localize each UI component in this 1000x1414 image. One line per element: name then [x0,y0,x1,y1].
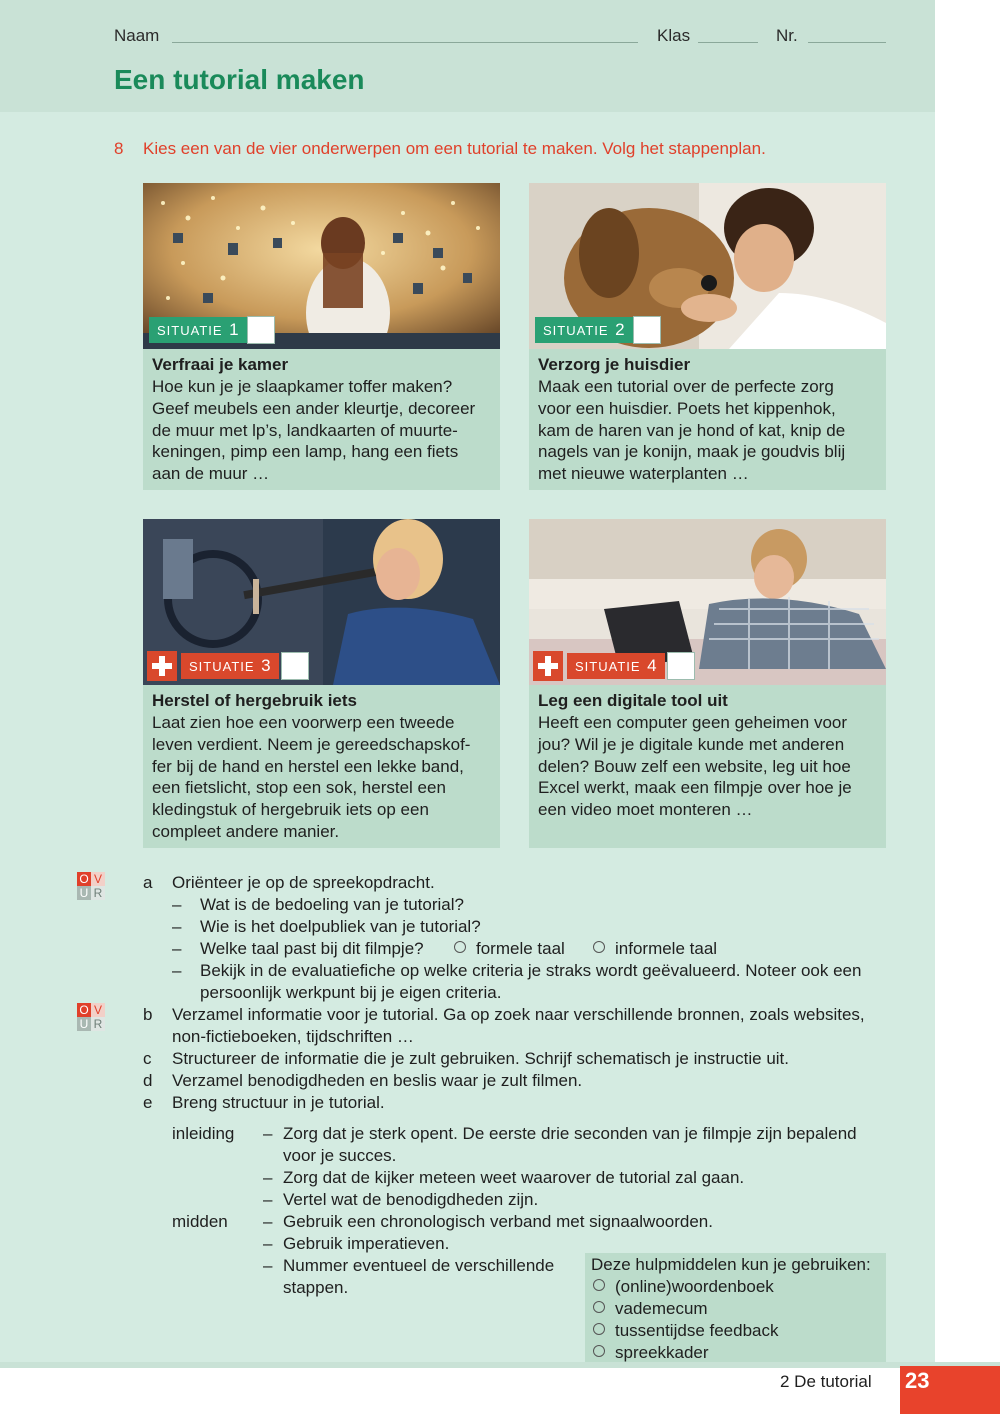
situation-tag-3 [181,653,279,679]
radio-circle-icon[interactable] [593,1279,605,1291]
card-body-line: nagels van je konijn, maak je goudvis blij [538,442,846,462]
nr-field[interactable] [808,42,886,43]
page-title: Een tutorial maken [114,64,365,95]
card-body-line: een fietslicht, stop een sok, herstel een [152,778,446,798]
help-item-label: (online)woordenboek [615,1277,774,1296]
plus-icon [147,651,177,681]
dash-icon: – [172,939,182,958]
name-field[interactable] [172,42,638,43]
ovur-icon [77,1003,105,1031]
step-b-text-cont: non-fictieboeken, tijdschriften … [172,1027,414,1046]
card-body-line: Excel werkt, maak een filmpje over hoe je [538,778,852,798]
ovur-v: V [91,1003,105,1017]
situation-card-3 [143,519,500,848]
situation-card-4 [529,519,886,848]
name-label: Naam [114,26,160,45]
situation-tag-number: 2 [615,320,625,339]
class-field[interactable] [698,42,758,43]
middle-item-3: Nummer eventueel de verschillende [283,1256,555,1275]
card-title: Verzorg je huisdier [538,355,691,374]
help-item-label: vademecum [615,1299,708,1318]
task-text: Kies een van de vier onderwerpen om een tutorial te maken. Volg het stappenplan. [143,139,766,158]
dash-icon: – [172,895,182,914]
situation-tag-number: 3 [261,656,271,675]
option-label: informele taal [615,939,718,958]
situation-tag-2 [535,317,633,343]
situation-tag-4 [567,653,665,679]
radio-circle-icon[interactable] [593,1323,605,1335]
situation-tag-label: SITUATIE [543,323,609,338]
card-title: Verfraai je kamer [152,355,289,374]
dash-icon: – [263,1212,273,1231]
card-body-line: kledingstuk of hergebruik iets op een [152,800,429,820]
card-body [152,712,470,843]
help-item-label: spreekkader [615,1343,709,1362]
card-body-line: Hoe kun je je slaapkamer toffer maken? [152,377,453,396]
step-d-text: Verzamel benodigdheden en beslis waar je zult filmen. [172,1071,583,1090]
card-body-line: delen? Bouw zelf een website, leg uit hoe [538,756,851,776]
intro-item-2: Zorg dat de kijker meteen weet waarover de tutorial zal gaan. [283,1168,745,1187]
step-a-letter: a [143,873,153,892]
dash-icon: – [172,917,182,936]
dash-icon: – [263,1256,273,1275]
radio-circle-icon[interactable] [593,1345,605,1357]
ovur-o: O [77,1003,91,1017]
help-item-4[interactable] [593,1343,709,1363]
footer-strip [0,1362,1000,1368]
ovur-icon [77,872,105,900]
step-e-letter: e [143,1093,153,1112]
task-number: 8 [114,139,124,158]
option-label: formele taal [476,939,565,958]
dash-icon: – [263,1124,273,1143]
card-body-line: fer bij de hand en herstel een lekke band, [152,756,464,776]
card-body-line: Maak een tutorial over de perfecte zorg [538,377,834,396]
situation-1-checkbox[interactable] [247,316,275,344]
dash-icon: – [263,1234,273,1253]
step-a-sub-2: Wie is het doelpubliek van je tutorial? [200,917,481,936]
middle-label: midden [172,1212,228,1231]
situation-card-2 [529,183,886,490]
step-a-sub-1: Wat is de bedoeling van je tutorial? [200,895,464,914]
intro-item-1: Zorg dat je sterk opent. De eerste drie seconden van je filmpje zijn bepalend [283,1124,857,1143]
step-a-sub-4: Bekijk in de evaluatiefiche op welke criteria je straks wordt geëvalueerd. Noteer ook een [200,961,862,980]
situation-2-checkbox[interactable] [633,316,661,344]
situation-tag-1 [149,317,247,343]
card-body-line: Laat zien hoe een voorwerp een tweede [152,713,455,732]
card-body-line: leven verdient. Neem je gereedschapskof- [152,734,471,754]
situation-3-checkbox[interactable] [281,652,309,680]
help-item-2[interactable] [593,1299,708,1319]
step-a-sub-4-cont: persoonlijk werkpunt bij je eigen criteria. [200,983,502,1002]
card-body-line: voor een huisdier. Poets het kippenhok, [538,398,836,418]
situation-tag-number: 1 [229,320,239,339]
dash-icon: – [263,1190,273,1209]
dash-icon: – [172,961,182,980]
ovur-r: R [91,1017,105,1031]
situation-card-1 [143,183,500,490]
step-d-letter: d [143,1071,153,1090]
step-c-letter: c [143,1049,152,1068]
class-label: Klas [657,26,691,45]
ovur-v: V [91,872,105,886]
intro-item-3: Vertel wat de benodigdheden zijn. [283,1190,539,1209]
radio-circle-icon[interactable] [593,1301,605,1313]
ovur-r: R [91,886,105,900]
option-informal[interactable] [593,939,717,959]
card-body-line: de muur met lp’s, landkaarten of muurte- [152,420,458,440]
situation-4-checkbox[interactable] [667,652,695,680]
step-e-text: Breng structuur in je tutorial. [172,1093,385,1112]
plus-icon [533,651,563,681]
intro-item-1-cont: voor je succes. [283,1146,397,1165]
page-number: 23 [900,1366,1000,1414]
help-title: Deze hulpmiddelen kun je gebruiken: [591,1255,871,1274]
step-a-text: Oriënteer je op de spreekopdracht. [172,873,435,892]
card-body-line: compleet andere manier. [152,821,340,841]
name-row [114,26,886,48]
situation-tag-label: SITUATIE [189,659,255,674]
card-body-line: een video moet monteren … [538,800,753,820]
step-b-letter: b [143,1005,153,1024]
option-formal[interactable] [454,939,565,959]
situation-tag-label: SITUATIE [157,323,223,338]
card-body-line: jou? Wil je je digitale kunde met anderen [538,734,845,754]
card-title: Herstel of hergebruik iets [152,691,358,710]
chapter-footer: 2 De tutorial [780,1372,872,1391]
card-title: Leg een digitale tool uit [538,691,728,710]
card-body [538,712,852,821]
card-body-line: Geef meubels een ander kleurtje, decoreer [152,398,476,418]
step-a-sub-3: Welke taal past bij dit filmpje? [200,939,424,958]
help-item-1[interactable] [593,1277,774,1297]
help-item-label: tussentijdse feedback [615,1321,779,1340]
card-body [538,376,845,485]
card-body-line: kam de haren van je hond of kat, knip de [538,420,846,440]
card-body-line: aan de muur … [152,464,270,484]
card-body [152,376,475,485]
intro-label: inleiding [172,1124,235,1143]
middle-item-3-cont: stappen. [283,1278,349,1297]
middle-item-1: Gebruik een chronologisch verband met signaalwoorden. [283,1212,713,1231]
situation-tag-label: SITUATIE [575,659,641,674]
radio-circle-icon[interactable] [593,941,605,953]
nr-label: Nr. [776,26,798,45]
card-body-line: Heeft een computer geen geheimen voor [538,713,848,732]
ovur-u: U [77,1017,91,1031]
ovur-u: U [77,886,91,900]
card-body-line: keningen, pimp een lamp, hang een fiets [152,442,459,462]
radio-circle-icon[interactable] [454,941,466,953]
help-item-3[interactable] [593,1321,779,1341]
dash-icon: – [263,1168,273,1187]
step-b-text: Verzamel informatie voor je tutorial. Ga op zoek naar verschillende bronnen, zoals websites, [172,1005,865,1024]
situation-tag-number: 4 [647,656,657,675]
middle-item-2: Gebruik imperatieven. [283,1234,450,1253]
ovur-o: O [77,872,91,886]
card-body-line: met nieuwe waterplanten … [538,464,749,484]
step-c-text: Structureer de informatie die je zult gebruiken. Schrijf schematisch je instructie uit. [172,1049,789,1068]
